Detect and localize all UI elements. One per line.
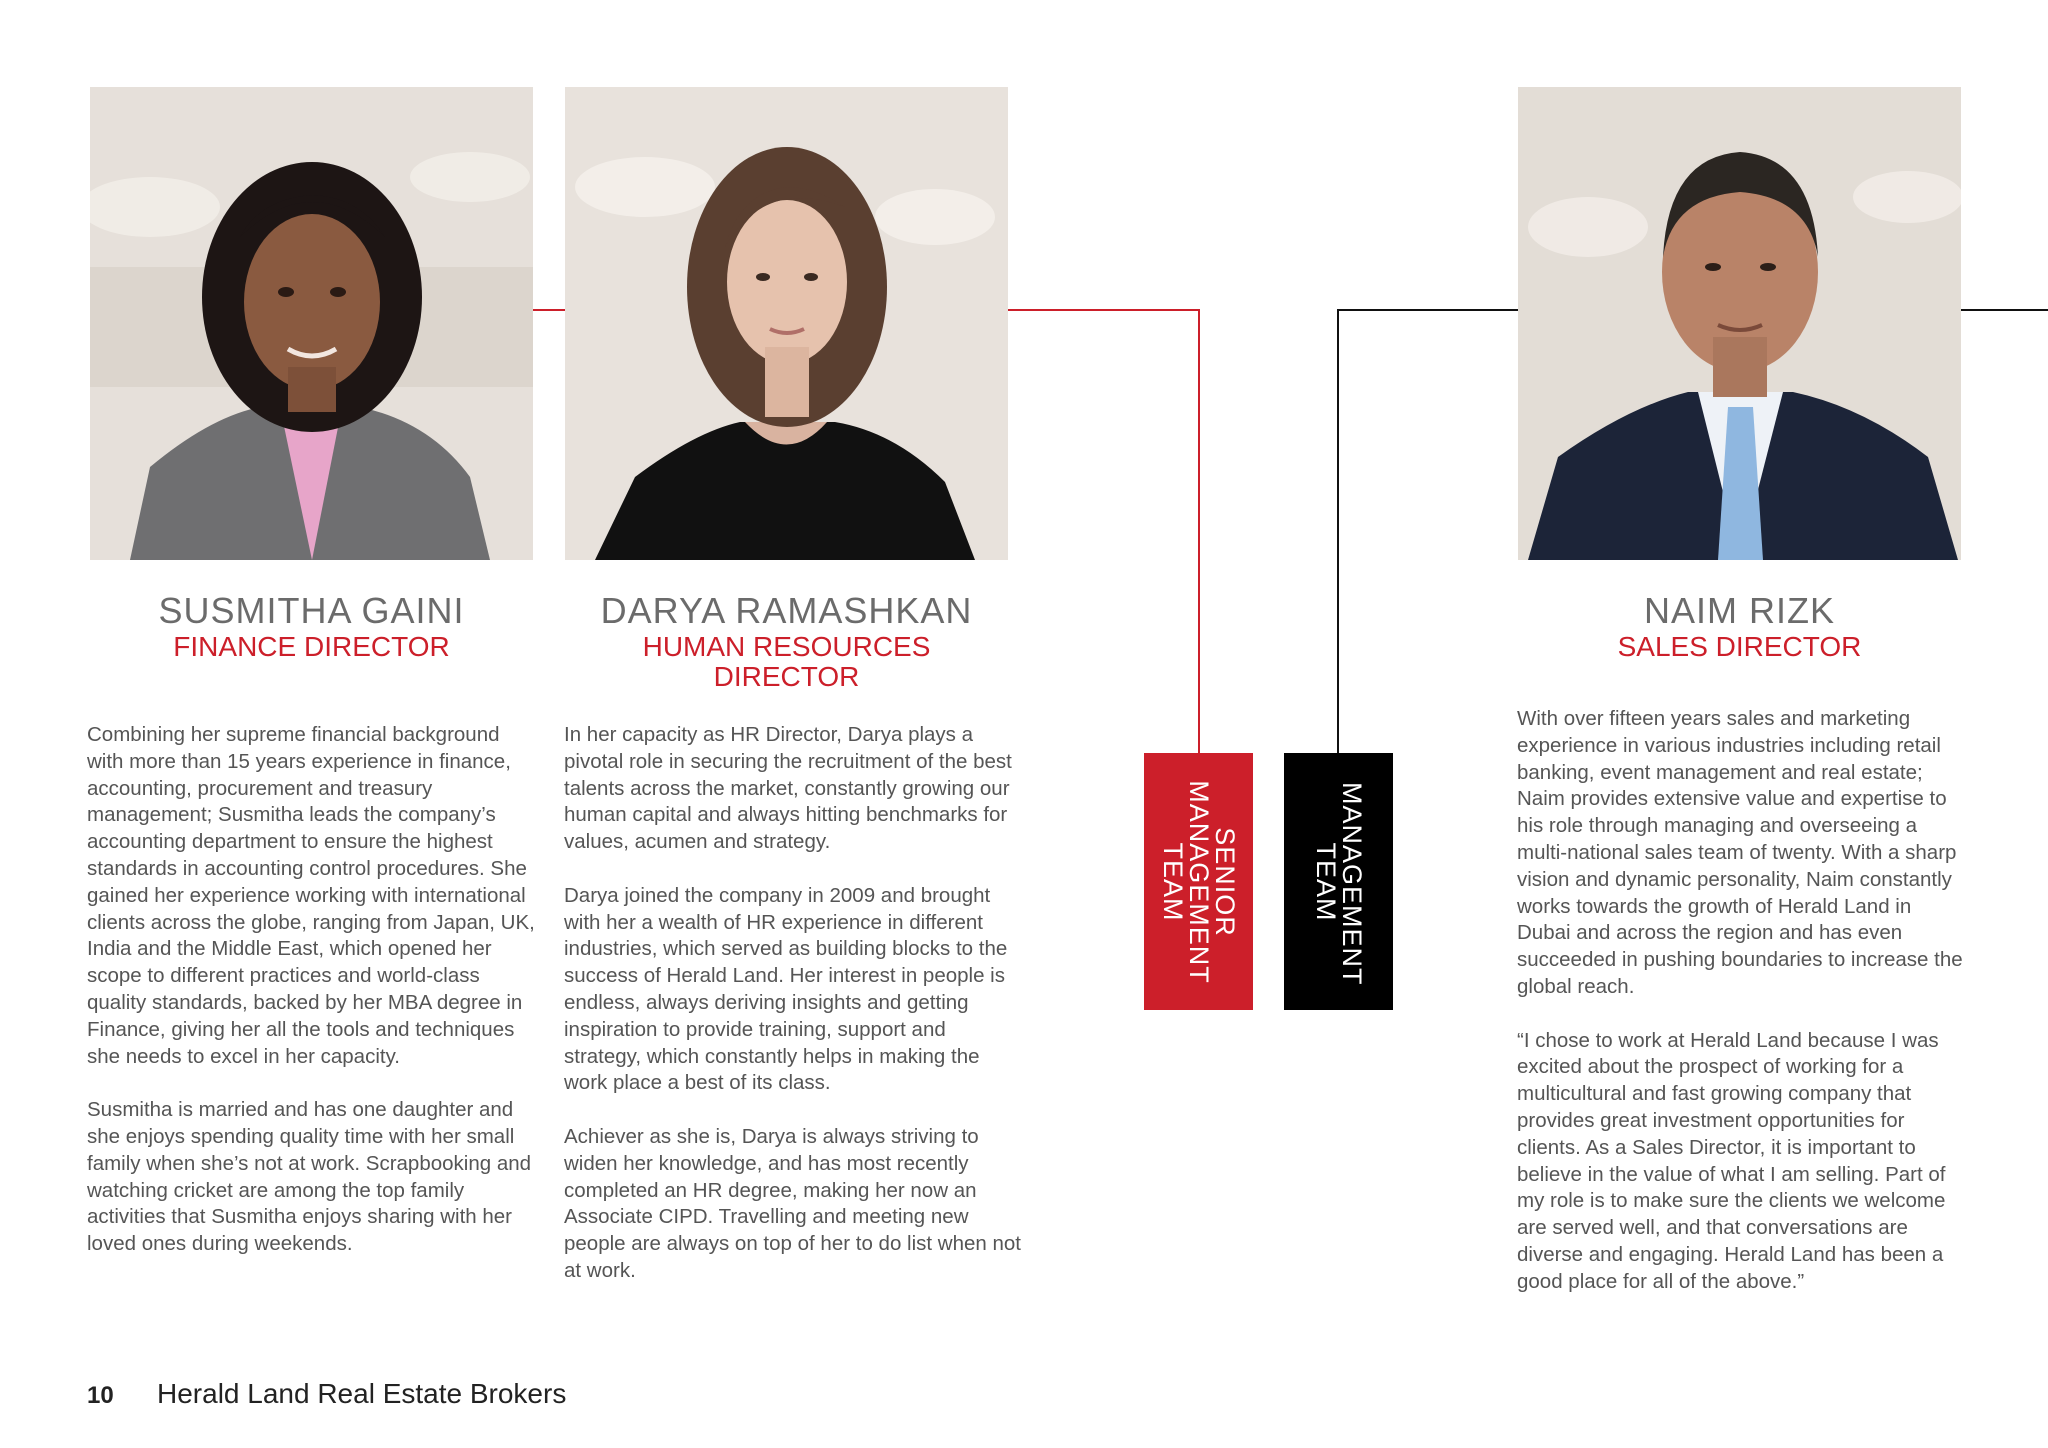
bio-naim-rizk	[1517, 706, 1965, 1322]
portrait-image	[90, 87, 533, 560]
person-name: SUSMITHA GAINI	[158, 590, 465, 631]
portrait-image	[1518, 87, 1961, 560]
person-name: DARYA RAMASHKAN	[600, 590, 973, 631]
red-connector-line-horizontal	[1007, 309, 1200, 311]
black-connector-line-right	[1961, 309, 2048, 311]
bio-susmitha-gaini	[87, 722, 537, 1285]
bio-paragraph: Achiever as she is, Darya is always striving to widen her knowledge, and has most recently completed an HR degree, making her now an Associate CIPD. Travelling and meeting new people are always on top of her to do list when not at work.	[564, 1124, 1021, 1282]
management-team-label	[1284, 753, 1393, 1010]
photo-susmitha-gaini	[90, 87, 533, 560]
person-role: HUMAN RESOURCES DIRECTOR	[642, 631, 931, 692]
person-role: FINANCE DIRECTOR	[173, 631, 450, 662]
black-connector-line-vertical	[1337, 309, 1339, 753]
portrait-image	[565, 87, 1008, 560]
bio-darya-ramashkan	[564, 722, 1024, 1312]
red-connector-line-left	[533, 309, 565, 311]
bio-paragraph: Darya joined the company in 2009 and brought with her a wealth of HR experience in different industries, which served as building blocks to the success of Herald Land. Her interest in people is endless, always deriving insights and getting inspiration to provide training, support and strategy, which constantly helps in making the work place a best of its class.	[564, 883, 1008, 1095]
management-team-text: MANAGEMENT TEAM	[1310, 781, 1367, 986]
bio-paragraph: Combining her supreme financial background with more than 15 years experience in finance, accounting, procurement and treasury management; Susmitha leads the company’s accounting department to ensure the highest standards in accounting control procedures. She gained her experience working with international clients across the globe, ranging from Japan, UK, India and the Middle East, which opened her scope to different practices and world-class quality standards, backed by her MBA degree in Finance, giving her all the tools and techniques she needs to excel in her capacity.	[87, 723, 535, 1068]
bio-paragraph: Susmitha is married and has one daughter and she enjoys spending quality time with her small family when she’s not at work. Scrapbooking and watching cricket are among the top family activities that Susmitha enjoys sharing with her loved ones during weekends.	[87, 1098, 532, 1256]
footer-title: Herald Land Real Estate Brokers	[157, 1378, 567, 1409]
photo-darya-ramashkan	[565, 87, 1008, 560]
black-connector-line-horizontal	[1337, 309, 1518, 311]
photo-naim-rizk	[1518, 87, 1961, 560]
bio-paragraph: In her capacity as HR Director, Darya plays a pivotal role in securing the recruitment of the best talents across the market, constantly growing our human capital and always hitting benchmarks for values, acumen and strategy.	[564, 723, 1012, 854]
senior-management-team-label	[1144, 753, 1253, 1010]
person-role: SALES DIRECTOR	[1617, 631, 1862, 662]
bio-paragraph: “I chose to work at Herald Land because I was excited about the prospect of working for a multicultural and fast growing company that provides great investment opportunities for clients. As a Sales Director, it is important to believe in the value of what I am selling. Part of my role is to make sure the clients we welcome are served well, and that conversations are diverse and engaging. Herald Land has been a good place for all of the above.”	[1517, 1028, 1946, 1293]
person-name: NAIM RIZK	[1643, 590, 1835, 631]
page-number: 10	[87, 1382, 114, 1409]
bio-paragraph: With over fifteen years sales and marketing experience in various industries including retail banking, event management and real estate; Naim provides extensive value and expertise to his role through managing and overseeing a multi-national sales team of twenty. With a sharp vision and dynamic personality, Naim constantly works towards the growth of Herald Land in Dubai and across the region and has even succeeded in pushing boundaries to increase the global reach.	[1517, 707, 1963, 998]
red-connector-line-vertical	[1198, 309, 1200, 753]
senior-management-team-text: SENIOR MANAGEMENT TEAM	[1157, 779, 1240, 984]
